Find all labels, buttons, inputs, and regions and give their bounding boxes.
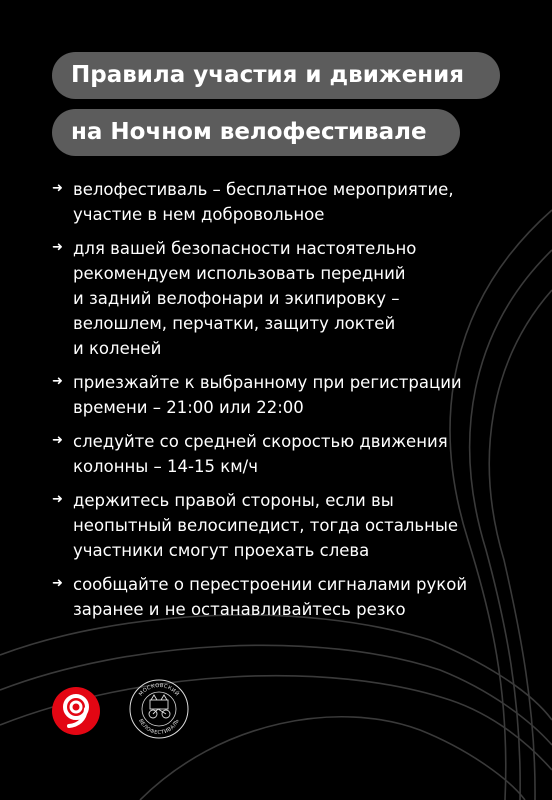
rule-text: для вашей безопасности настоятельно рекомендуем использовать передний и задний велофонари и экипировку – велошлем, перчатки, защиту локтей и коленей: [73, 239, 417, 358]
svg-text:ВЕЛОФЕСТИВАЛЬ: ВЕЛОФЕСТИВАЛЬ: [137, 718, 181, 737]
rule-item: [52, 236, 512, 361]
rule-item: [52, 488, 512, 563]
rule-item: [52, 177, 512, 227]
rule-item: [52, 429, 512, 479]
rule-text: следуйте со средней скоростью движения колонны – 14-15 км/ч: [73, 432, 448, 476]
red-circle-9-logo-icon: [51, 686, 101, 736]
arrow-right-icon: ➜: [52, 181, 63, 196]
arrow-right-icon: ➜: [52, 433, 63, 448]
rule-item: [52, 572, 512, 622]
rule-text: велофестиваль – бесплатное мероприятие, участие в нем добровольное: [73, 180, 454, 224]
arrow-right-icon: ➜: [52, 576, 63, 591]
moscow-bike-festival-seal-icon: [128, 678, 190, 740]
rules-list: [52, 177, 512, 631]
rule-text: приезжайте к выбранному при регистрации времени – 21:00 или 22:00: [73, 373, 462, 417]
arrow-right-icon: ➜: [52, 492, 63, 507]
rule-item: [52, 370, 512, 420]
title-line-2: на Ночном велофестивале: [52, 109, 460, 156]
rule-text: сообщайте о перестроении сигналами рукой заранее и не останавливайтесь резко: [73, 575, 468, 619]
arrow-right-icon: ➜: [52, 240, 63, 255]
rule-text: держитесь правой стороны, если вы неопытный велосипедист, тогда остальные участники смогут проехать слева: [73, 491, 459, 560]
title-line-1: Правила участия и движения: [52, 52, 500, 99]
svg-text:МОСКОВСКИЙ: МОСКОВСКИЙ: [137, 682, 181, 698]
arrow-right-icon: ➜: [52, 374, 63, 389]
